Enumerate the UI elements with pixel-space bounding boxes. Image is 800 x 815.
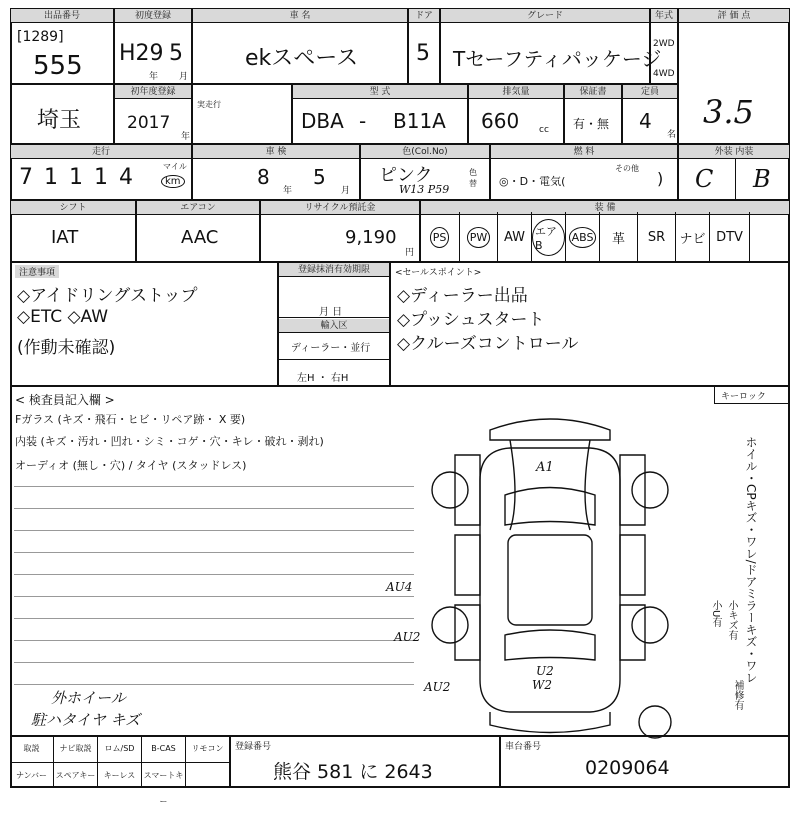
equipment-item (420, 212, 460, 262)
footer-item-bottom: スマートキー (143, 771, 184, 806)
car-name-cell (192, 8, 408, 84)
model-year-header: 初年度登録 (115, 85, 191, 99)
equipment-item (710, 212, 750, 262)
aircon-header: エアコン (137, 201, 259, 215)
inspection-header: 車 検 (193, 145, 359, 159)
checklist-small: 小U有 (710, 600, 721, 628)
validity-month-day: 月 日 (319, 307, 343, 318)
doors-header: ドア (409, 9, 439, 23)
plate-cell (230, 736, 500, 788)
inspection-month: 5 (313, 165, 326, 189)
lot-prefix: [1289] (17, 29, 64, 45)
equipment-item (638, 212, 676, 262)
registration-month: 5 (169, 41, 183, 66)
inspection-month-unit: 月 (341, 186, 351, 196)
displacement-cell (468, 84, 564, 144)
model-year-cell (114, 84, 192, 144)
capacity-header: 定員 (623, 85, 677, 99)
equipment-label: PS (430, 227, 450, 248)
model-code-header: 型 式 (293, 85, 467, 99)
damage-mark: AU4 (386, 580, 413, 594)
color-cell (360, 144, 490, 200)
drive-2wd: 2WD (653, 39, 675, 49)
doors-cell (408, 8, 440, 84)
equipment-item (498, 212, 532, 262)
mileage-digit: 1 (69, 165, 85, 190)
lot-header: 出品番号 (11, 9, 113, 23)
lot-number: 555 (33, 51, 83, 81)
exterior-eval: C (695, 165, 714, 193)
first-registration-cell (114, 8, 192, 84)
sales-point: ◇プッシュスタート (397, 310, 545, 330)
validity-cell (278, 262, 390, 386)
inspector-line: 内装 (キズ・汚れ・凹れ・シミ・コゲ・穴・キレ・破れ・剥れ) (15, 435, 324, 448)
chassis-number: 0209064 (585, 757, 670, 779)
mileage-digit: 7 (19, 165, 35, 190)
equipment-label: ナビ (679, 231, 706, 247)
inspection-year: 8 (257, 165, 270, 189)
model-code-prefix: DBA (301, 109, 344, 133)
damage-mark: U2 (536, 664, 554, 678)
footer-item-top: ロム/SD (98, 736, 141, 763)
drive-header: 年式 (651, 9, 677, 23)
footer-item-bottom: キーレス (103, 771, 136, 780)
capacity-unit: 名 (667, 130, 677, 140)
warranty-cell (564, 84, 622, 144)
drive-cell (650, 8, 678, 84)
capacity-value: 4 (639, 109, 652, 133)
footer-item (186, 736, 230, 788)
model-year: 2017 (127, 113, 171, 133)
equipment-item (600, 212, 638, 262)
color-header: 色(Col.No) (361, 145, 489, 159)
color-code: W13 P59 (399, 183, 450, 196)
footer-item (10, 736, 54, 788)
actual-mileage-label: 実走行 (197, 100, 221, 109)
interior-eval: B (753, 165, 771, 193)
handwritten-note: 外ホイール (51, 689, 126, 707)
displacement-value: 660 (481, 109, 520, 133)
chassis-cell (500, 736, 790, 788)
plate-header: 登録番号 (235, 742, 272, 752)
grade-cell (440, 8, 662, 84)
checklist-vertical: ホイル・CPキズ・ワレ/ドアミラーキズ・ワレ (744, 436, 758, 684)
sales-point: ◇ディーラー出品 (397, 286, 528, 306)
fuel-cell (490, 144, 678, 200)
displacement-header: 排気量 (469, 85, 563, 99)
region-cell (10, 84, 114, 144)
equipment-item (676, 212, 710, 262)
footer-item-top: リモコン (186, 736, 229, 763)
grade-name: Tセーフティパッケージ (453, 47, 662, 71)
damage-mark: AU2 (424, 680, 451, 694)
shift-header: シフト (11, 201, 135, 215)
steering-value: 左H ・ 右H (297, 373, 349, 384)
model-year-unit: 年 (181, 132, 191, 142)
damage-mark: A1 (536, 460, 554, 475)
year-unit: 年 (149, 72, 159, 82)
note-line: (作動未確認) (17, 338, 116, 358)
first-registration-header: 初度登録 (115, 9, 191, 23)
notes-header: 注意事項 (15, 265, 59, 278)
import-header: 輸入区 (279, 319, 389, 333)
equipment-header: 装 備 (421, 201, 789, 215)
validity-header: 登録抹消有効期限 (279, 263, 389, 277)
warranty-value: 有・無 (573, 117, 610, 131)
checklist-small: 補修有 (732, 680, 743, 710)
exterior-interior-cell (678, 144, 790, 200)
equipment-item (566, 212, 600, 262)
mileage-cell (10, 144, 192, 200)
footer-item (98, 736, 142, 788)
doors-count: 5 (416, 41, 430, 66)
color-name: ピンク (379, 165, 433, 186)
model-code-dash: - (359, 109, 367, 133)
footer-item-top: 取説 (10, 736, 53, 763)
equipment-label: DTV (716, 229, 743, 245)
equipment-label: PW (467, 227, 491, 248)
model-code: B11A (393, 109, 446, 133)
inspection-cell (192, 144, 360, 200)
shift-cell (10, 200, 136, 262)
grade-header: グレード (441, 9, 649, 23)
mileage-digit: 1 (94, 165, 110, 190)
evaluation-cell (678, 8, 790, 144)
sales-points-header: <セールスポイント> (395, 268, 482, 278)
recycle-value: 9,190 (345, 227, 397, 248)
aircon-value: AAC (181, 227, 219, 248)
plate-number: 熊谷 581 に 2643 (273, 761, 433, 783)
damage-mark: AU2 (394, 630, 421, 644)
chassis-header: 車台番号 (505, 742, 542, 752)
key-lock-box (714, 386, 790, 404)
sales-points-cell (390, 262, 790, 386)
equipment-label: SR (647, 229, 666, 245)
fuel-other: その他 (615, 164, 639, 173)
warranty-header: 保証書 (565, 85, 621, 99)
month-unit: 月 (179, 72, 189, 82)
footer-item-top: ナビ取説 (54, 736, 97, 763)
equipment-label: AW (503, 229, 526, 245)
fuel-close: ) (657, 169, 664, 188)
handwritten-note: 駐ハタイヤ キズ (31, 711, 141, 729)
footer-item-bottom (186, 763, 229, 789)
lot-cell (10, 8, 114, 84)
car-name-header: 車 名 (193, 9, 407, 23)
shift-value: IAT (51, 227, 79, 248)
inspector-header: < 検査員記入欄 > (15, 393, 115, 407)
evaluation-header: 評 価 点 (679, 9, 789, 23)
note-line: ◇アイドリングストップ (17, 286, 198, 306)
aircon-cell (136, 200, 260, 262)
note-line: ◇ETC ◇AW (17, 307, 109, 327)
region: 埼玉 (37, 108, 82, 133)
import-value: ディーラー・並行 (291, 343, 371, 354)
color-change-label: 色替 (469, 168, 477, 188)
fuel-header: 燃 料 (491, 145, 677, 159)
equipment-item (532, 212, 566, 262)
inspector-line: オーディオ (無し・穴) / タイヤ (スタッドレス) (15, 459, 247, 472)
capacity-cell (622, 84, 678, 144)
checklist-small: 小キズ有 (726, 600, 737, 640)
equipment-label: ABS (569, 227, 597, 248)
footer-item-top: B-CAS (142, 736, 185, 763)
recycle-unit: 円 (405, 248, 415, 258)
mileage-km-unit: km (161, 175, 185, 188)
equipment-item (460, 212, 498, 262)
displacement-unit: cc (539, 125, 549, 135)
ext-int-header: 外装 内装 (679, 145, 789, 159)
key-lock-label: キーロック (721, 392, 766, 402)
footer-item (54, 736, 98, 788)
registration-era-year: H29 (119, 41, 164, 66)
equipment-label: 革 (611, 231, 625, 247)
inspection-year-unit: 年 (283, 186, 293, 196)
notes-cell (10, 262, 278, 386)
fuel-options: ◎・D・電気( (499, 175, 566, 188)
inspector-line: Fガラス (キズ・飛石・ヒビ・リペア跡・ X 要) (15, 413, 246, 426)
evaluation-score: 3.5 (703, 93, 754, 131)
footer-item-bottom: ナンバー (15, 771, 48, 780)
recycle-cell (260, 200, 420, 262)
mileage-digit: 4 (119, 165, 135, 190)
recycle-header: リサイクル預託金 (261, 201, 419, 215)
mileage-digit: 1 (44, 165, 60, 190)
damage-mark: W2 (532, 678, 552, 692)
footer-item (142, 736, 186, 806)
equipment-label: エアB (532, 219, 565, 256)
sales-point: ◇クルーズコントロール (397, 334, 579, 354)
drive-4wd: 4WD (653, 69, 675, 79)
ruled-lines (14, 486, 414, 716)
car-name: ekスペース (245, 46, 359, 71)
mileage-header: 走行 (11, 145, 191, 159)
mileage-miles-unit: マイル (163, 162, 187, 171)
mileage-type-cell (192, 84, 292, 144)
model-code-cell (292, 84, 468, 144)
footer-item-bottom: スペアキー (55, 771, 96, 780)
